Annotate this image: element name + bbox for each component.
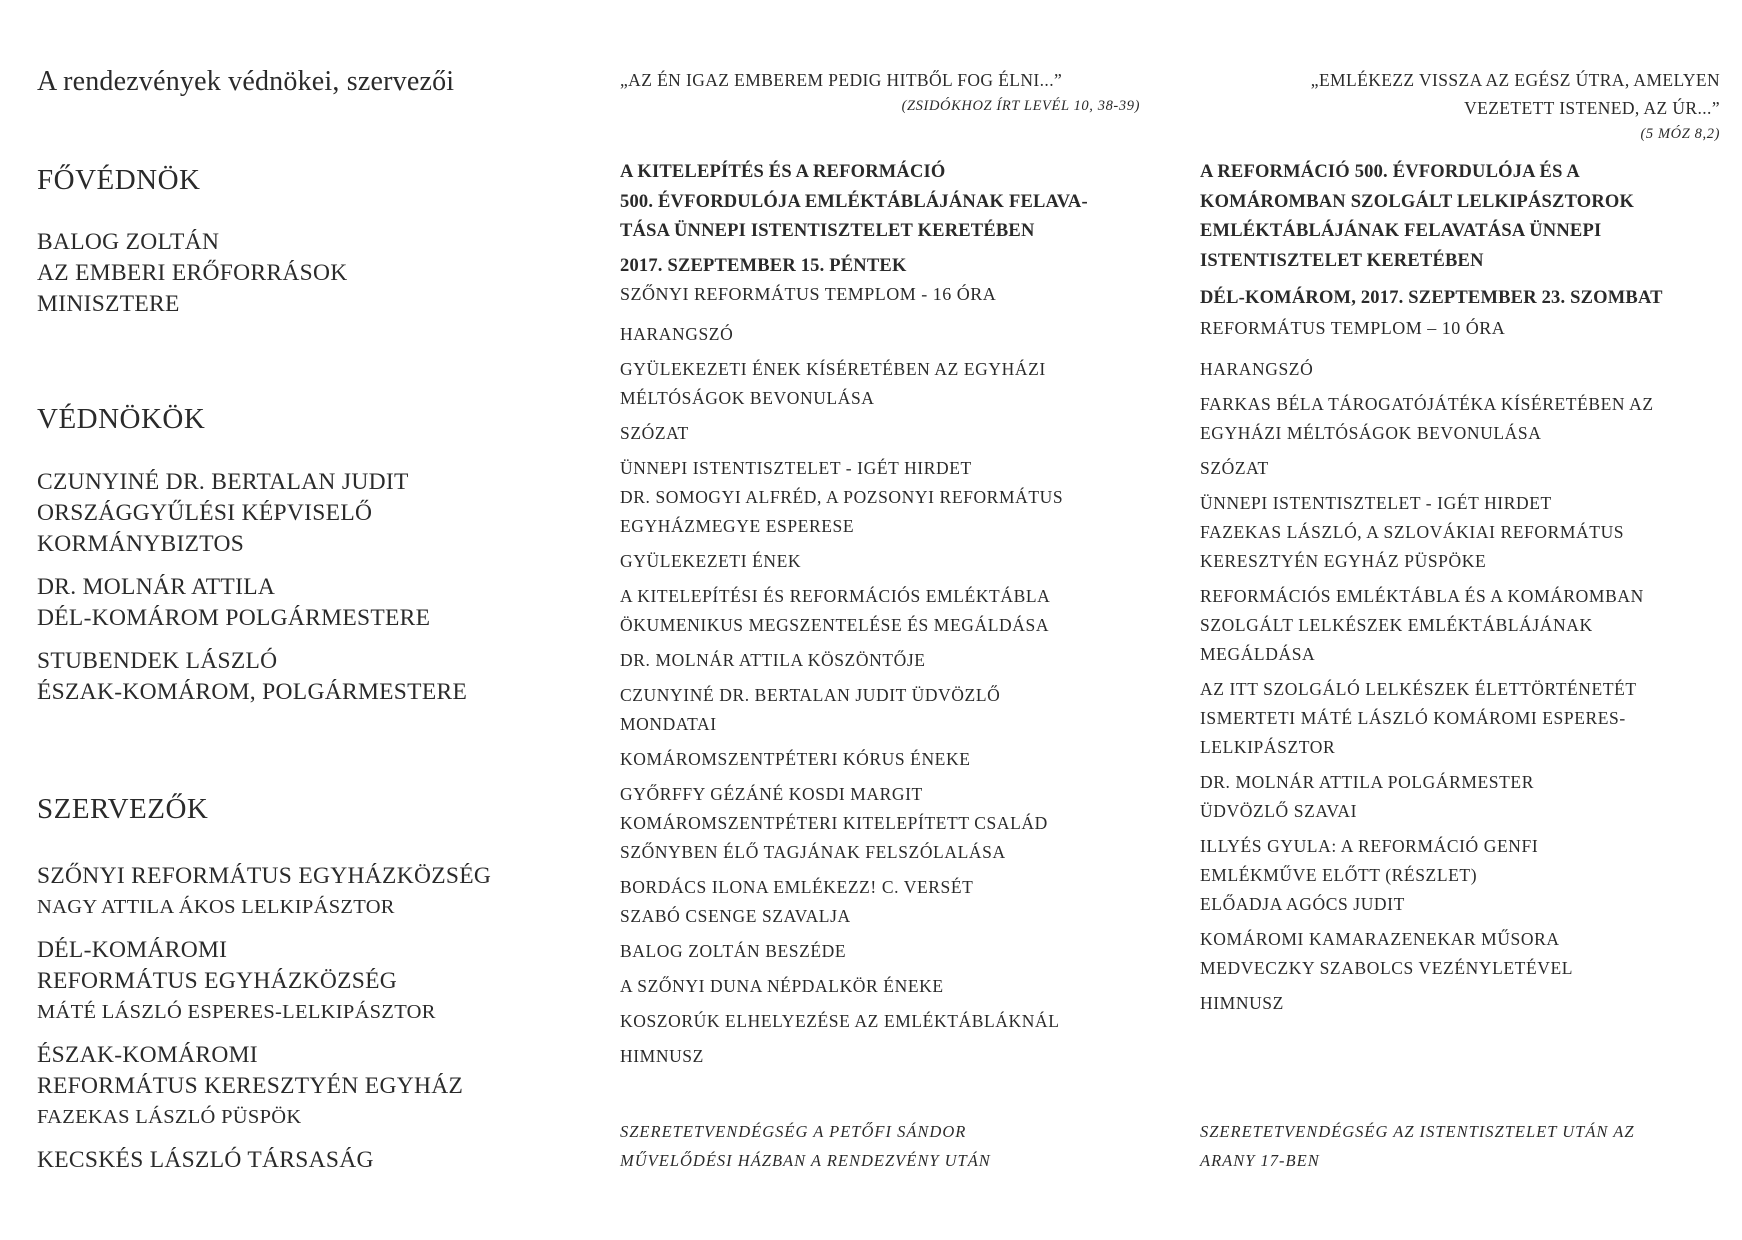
organizer-line: REFORMÁTUS EGYHÁZKÖZSÉG bbox=[37, 968, 398, 994]
event2-quote-block bbox=[1200, 66, 1720, 146]
program-line: LELKIPÁSZTOR bbox=[1200, 737, 1336, 757]
patron-line: DR. MOLNÁR ATTILA bbox=[37, 574, 276, 600]
program-item bbox=[620, 320, 1140, 349]
chief-patron-line: MINISZTERE bbox=[37, 291, 180, 317]
program-line: DR. MOLNÁR ATTILA POLGÁRMESTER bbox=[1200, 772, 1534, 792]
organizer-block bbox=[37, 1040, 463, 1133]
organizer-line: DÉL-KOMÁROMI bbox=[37, 937, 228, 963]
program-item bbox=[1200, 925, 1720, 983]
patron-line: ÉSZAK-KOMÁROM, POLGÁRMESTERE bbox=[37, 679, 468, 705]
program-line: AZ ITT SZOLGÁLÓ LELKÉSZEK ÉLETTÖRTÉNETÉT bbox=[1200, 679, 1637, 699]
program-line: CZUNYINÉ DR. BERTALAN JUDIT ÜDVÖZLŐ bbox=[620, 685, 1001, 705]
event2-quote-reference: (5 MÓZ 8,2) bbox=[1640, 126, 1720, 142]
program-line: FARKAS BÉLA TÁROGATÓJÁTÉKA KÍSÉRETÉBEN AZ bbox=[1200, 394, 1654, 414]
event1-heading bbox=[620, 158, 1088, 247]
program-line: GYÜLEKEZETI ÉNEK KÍSÉRETÉBEN AZ EGYHÁZI bbox=[620, 359, 1046, 379]
organizer-leader: NAGY ATTILA ÁKOS LELKIPÁSZTOR bbox=[37, 896, 395, 918]
program-line: MÉLTÓSÁGOK BEVONULÁSA bbox=[620, 388, 875, 408]
program-line: ELŐADJA AGÓCS JUDIT bbox=[1200, 894, 1405, 914]
program-line: EGYHÁZMEGYE ESPERESE bbox=[620, 516, 855, 536]
program-item bbox=[1200, 768, 1720, 826]
program-line: MEDVECZKY SZABOLCS VEZÉNYLETÉVEL bbox=[1200, 958, 1574, 978]
event2-heading-line: ISTENTISZTELET KERETÉBEN bbox=[1200, 250, 1484, 271]
event2-footer-note bbox=[1200, 1117, 1635, 1175]
program-line: GYŐRFFY GÉZÁNÉ KOSDI MARGIT bbox=[620, 784, 923, 804]
event2-heading-line: EMLÉKTÁBLÁJÁNAK FELAVATÁSA ÜNNEPI bbox=[1200, 221, 1602, 241]
program-item bbox=[620, 873, 1140, 931]
program-line: SZÓZAT bbox=[1200, 458, 1269, 478]
organizers-heading: SZERVEZŐK bbox=[37, 793, 209, 825]
program-line: BALOG ZOLTÁN BESZÉDE bbox=[620, 941, 847, 961]
chief-patron-line: BALOG ZOLTÁN bbox=[37, 229, 220, 255]
program-line: DR. MOLNÁR ATTILA KÖSZÖNTŐJE bbox=[620, 650, 926, 670]
chief-patron-heading: FŐVÉDNÖK bbox=[37, 164, 201, 196]
event2-program bbox=[1200, 355, 1720, 1024]
program-line: EMLÉKMŰVE ELŐTT (RÉSZLET) bbox=[1200, 865, 1478, 885]
patron-line: CZUNYINÉ DR. BERTALAN JUDIT bbox=[37, 469, 409, 495]
event1-program bbox=[620, 320, 1140, 1077]
program-item bbox=[1200, 489, 1720, 576]
organizer-line: ÉSZAK-KOMÁROMI bbox=[37, 1042, 258, 1068]
organizer-leader: FAZEKAS LÁSZLÓ PÜSPÖK bbox=[37, 1106, 302, 1128]
chief-patron-line: AZ EMBERI ERŐFORRÁSOK bbox=[37, 260, 348, 286]
event1-footer-note bbox=[620, 1117, 991, 1175]
patron-line: DÉL-KOMÁROM POLGÁRMESTERE bbox=[37, 605, 431, 631]
patron-line: KORMÁNYBIZTOS bbox=[37, 531, 245, 557]
patron-line: ORSZÁGGYŰLÉSI KÉPVISELŐ bbox=[37, 500, 373, 526]
organizer-block bbox=[37, 935, 436, 1028]
program-item bbox=[1200, 390, 1720, 448]
organizer-block bbox=[37, 1145, 374, 1176]
program-item bbox=[1200, 582, 1720, 669]
program-line: FAZEKAS LÁSZLÓ, A SZLOVÁKIAI REFORMÁTUS bbox=[1200, 522, 1625, 542]
patrons-heading: VÉDNÖKÖK bbox=[37, 403, 206, 435]
event2-place: REFORMÁTUS TEMPLOM – 10 ÓRA bbox=[1200, 318, 1506, 338]
program-item bbox=[620, 355, 1140, 413]
program-line: ÜNNEPI ISTENTISZTELET - IGÉT HIRDET bbox=[620, 458, 972, 478]
program-line: KOMÁROMSZENTPÉTERI KÓRUS ÉNEKE bbox=[620, 749, 971, 769]
patron-block bbox=[37, 467, 409, 560]
event1-quote: „AZ ÉN IGAZ EMBEREM PEDIG HITBŐL FOG ÉLNI...” bbox=[620, 70, 1063, 90]
program-line: MONDATAI bbox=[620, 714, 717, 734]
program-item bbox=[620, 681, 1140, 739]
event1-heading-line: A KITELEPÍTÉS ÉS A REFORMÁCIÓ bbox=[620, 162, 946, 182]
program-item bbox=[620, 972, 1140, 1001]
program-line: HARANGSZÓ bbox=[620, 324, 734, 344]
program-item bbox=[620, 937, 1140, 966]
chief-patron-block bbox=[37, 227, 348, 320]
event2-date: DÉL-KOMÁROM, 2017. SZEPTEMBER 23. SZOMBAT bbox=[1200, 288, 1663, 308]
footer-line: ARANY 17-BEN bbox=[1200, 1151, 1320, 1170]
program-line: ÜDVÖZLŐ SZAVAI bbox=[1200, 801, 1357, 821]
program-line: EGYHÁZI MÉLTÓSÁGOK BEVONULÁSA bbox=[1200, 423, 1542, 443]
program-item bbox=[620, 582, 1140, 640]
patron-block bbox=[37, 646, 467, 708]
footer-line: MŰVELŐDÉSI HÁZBAN A RENDEZVÉNY UTÁN bbox=[620, 1151, 991, 1170]
program-line: HARANGSZÓ bbox=[1200, 359, 1314, 379]
program-item bbox=[620, 646, 1140, 675]
program-item bbox=[1200, 454, 1720, 483]
program-line: SZÓZAT bbox=[620, 423, 689, 443]
program-line: A SZŐNYI DUNA NÉPDALKÖR ÉNEKE bbox=[620, 976, 944, 996]
program-line: HIMNUSZ bbox=[620, 1046, 704, 1066]
event2-heading bbox=[1200, 158, 1634, 276]
program-line: SZŐNYBEN ÉLŐ TAGJÁNAK FELSZÓLALÁSA bbox=[620, 842, 1006, 862]
event1-heading-line: TÁSA ÜNNEPI ISTENTISZTELET KERETÉBEN bbox=[620, 221, 1035, 241]
organizer-line: REFORMÁTUS KERESZTYÉN EGYHÁZ bbox=[37, 1073, 464, 1099]
program-item bbox=[1200, 989, 1720, 1018]
organizer-leader: MÁTÉ LÁSZLÓ ESPERES-LELKIPÁSZTOR bbox=[37, 1001, 436, 1023]
program-line: ISMERTETI MÁTÉ LÁSZLÓ KOMÁROMI ESPERES- bbox=[1200, 708, 1626, 728]
footer-line: SZERETETVENDÉGSÉG A PETŐFI SÁNDOR bbox=[620, 1122, 967, 1141]
program-line: A KITELEPÍTÉSI ÉS REFORMÁCIÓS EMLÉKTÁBLA bbox=[620, 586, 1051, 606]
event1-place: SZŐNYI REFORMÁTUS TEMPLOM - 16 ÓRA bbox=[620, 284, 997, 304]
event2-heading-line: KOMÁROMBAN SZOLGÁLT LELKIPÁSZTOROK bbox=[1200, 191, 1635, 212]
program-line: SZOLGÁLT LELKÉSZEK EMLÉKTÁBLÁJÁNAK bbox=[1200, 615, 1593, 635]
event2-quote-line: „EMLÉKEZZ VISSZA AZ EGÉSZ ÚTRA, AMELYEN bbox=[1310, 70, 1720, 90]
program-line: HIMNUSZ bbox=[1200, 993, 1284, 1013]
program-item bbox=[1200, 832, 1720, 919]
patrons-title: A rendezvények védnökei, szervezői bbox=[37, 66, 455, 97]
program-line: REFORMÁCIÓS EMLÉKTÁBLA ÉS A KOMÁROMBAN bbox=[1200, 586, 1644, 606]
event1-quote-block bbox=[620, 66, 1140, 118]
program-item bbox=[620, 745, 1140, 774]
program-line: ÜNNEPI ISTENTISZTELET - IGÉT HIRDET bbox=[1200, 493, 1552, 513]
program-item bbox=[1200, 675, 1720, 762]
program-line: KOSZORÚK ELHELYEZÉSE AZ EMLÉKTÁBLÁKNÁL bbox=[620, 1011, 1060, 1031]
program-line: BORDÁCS ILONA EMLÉKEZZ! C. VERSÉT bbox=[620, 877, 974, 897]
event2-quote-line: VEZETETT ISTENED, AZ ÚR...” bbox=[1464, 98, 1720, 118]
program-item bbox=[620, 1042, 1140, 1071]
event1-quote-reference: (ZSIDÓKHOZ ÍRT LEVÉL 10, 38-39) bbox=[901, 98, 1140, 114]
program-line: KERESZTYÉN EGYHÁZ PÜSPÖKE bbox=[1200, 551, 1487, 571]
program-line: KOMÁROMSZENTPÉTERI KITELEPÍTETT CSALÁD bbox=[620, 813, 1048, 833]
program-line: MEGÁLDÁSA bbox=[1200, 644, 1316, 664]
patron-line: STUBENDEK LÁSZLÓ bbox=[37, 648, 278, 674]
program-line: DR. SOMOGYI ALFRÉD, A POZSONYI REFORMÁTUS bbox=[620, 487, 1064, 507]
organizer-line: SZŐNYI REFORMÁTUS EGYHÁZKÖZSÉG bbox=[37, 863, 492, 889]
program-item bbox=[620, 1007, 1140, 1036]
program-line: ILLYÉS GYULA: A REFORMÁCIÓ GENFI bbox=[1200, 836, 1539, 856]
footer-line: SZERETETVENDÉGSÉG AZ ISTENTISZTELET UTÁN AZ bbox=[1200, 1122, 1635, 1141]
program-line: GYÜLEKEZETI ÉNEK bbox=[620, 551, 802, 571]
event1-date: 2017. SZEPTEMBER 15. PÉNTEK bbox=[620, 256, 907, 276]
program-line: KOMÁROMI KAMARAZENEKAR MŰSORA bbox=[1200, 929, 1560, 949]
program-item bbox=[620, 454, 1140, 541]
program-item bbox=[620, 419, 1140, 448]
patron-block bbox=[37, 572, 430, 634]
program-line: SZABÓ CSENGE SZAVALJA bbox=[620, 906, 851, 926]
organizer-block bbox=[37, 861, 491, 923]
program-item bbox=[620, 547, 1140, 576]
program-line: ÖKUMENIKUS MEGSZENTELÉSE ÉS MEGÁLDÁSA bbox=[620, 615, 1050, 635]
program-item bbox=[620, 780, 1140, 867]
event1-heading-line: 500. ÉVFORDULÓJA EMLÉKTÁBLÁJÁNAK FELAVA- bbox=[620, 191, 1088, 212]
organizer-line: KECSKÉS LÁSZLÓ TÁRSASÁG bbox=[37, 1147, 374, 1173]
event2-heading-line: A REFORMÁCIÓ 500. ÉVFORDULÓJA ÉS A bbox=[1200, 162, 1580, 182]
program-item bbox=[1200, 355, 1720, 384]
